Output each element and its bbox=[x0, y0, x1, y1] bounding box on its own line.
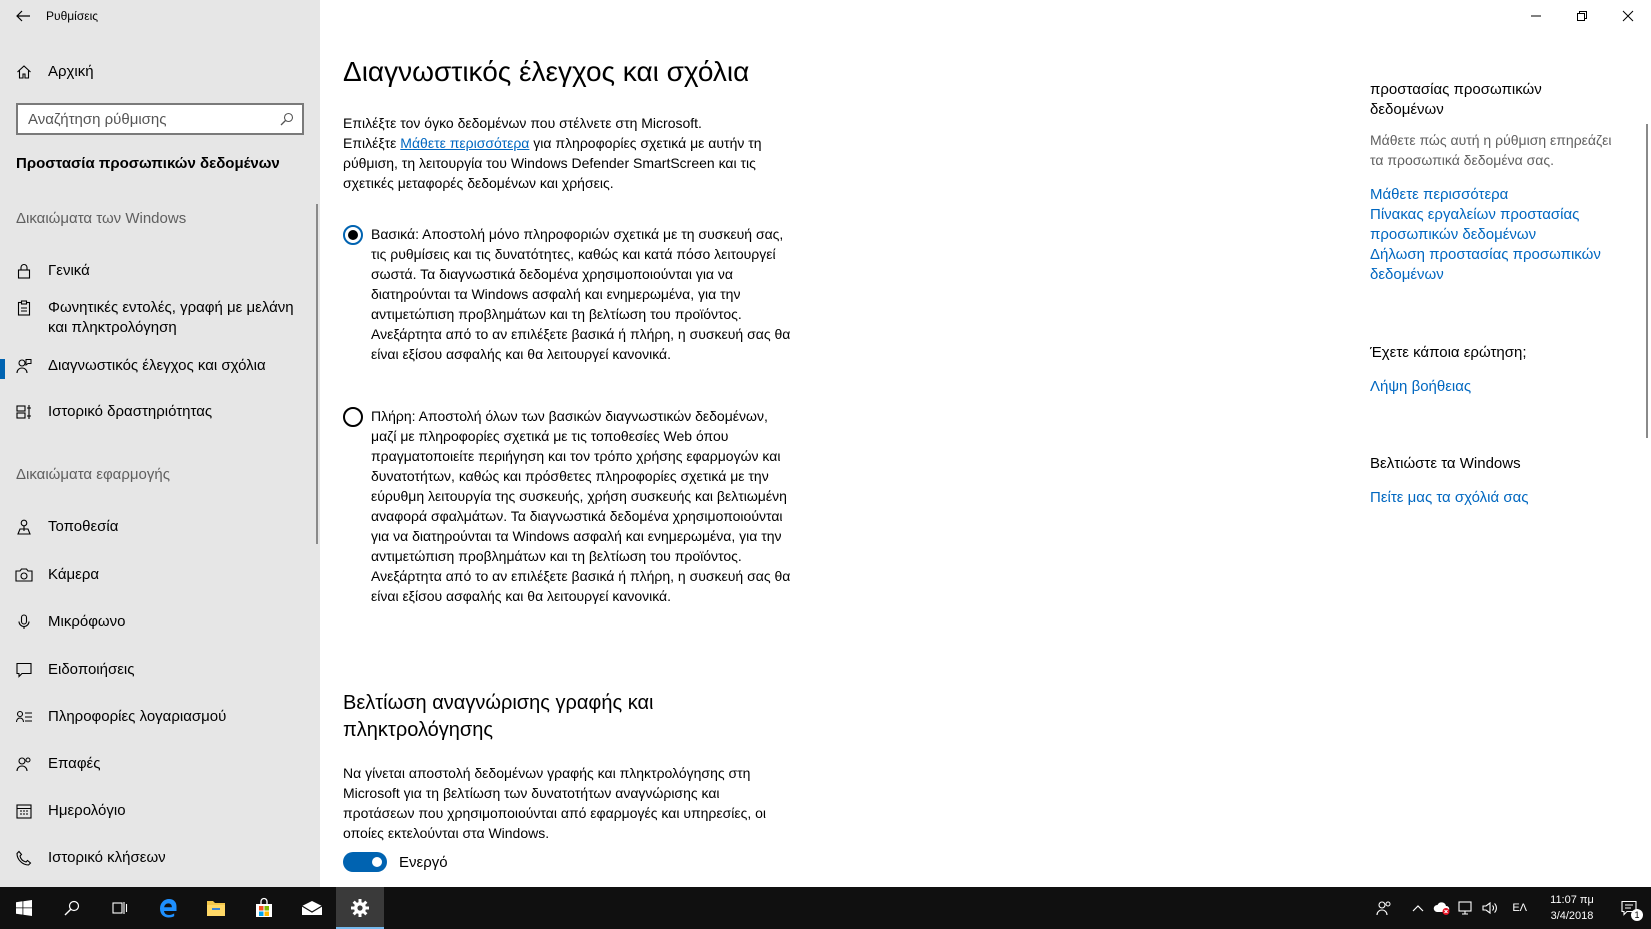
cloud-shield-icon bbox=[1433, 900, 1451, 916]
inking-toggle[interactable] bbox=[343, 852, 387, 872]
language-indicator[interactable]: ΕΛ bbox=[1512, 902, 1527, 914]
volume-button[interactable] bbox=[1478, 887, 1502, 929]
mail-button[interactable] bbox=[288, 887, 336, 929]
restore-icon bbox=[1577, 11, 1587, 21]
feedback-link[interactable]: Πείτε μας τα σχόλιά σας bbox=[1370, 489, 1529, 506]
sidebar-item-calendar[interactable] bbox=[0, 801, 320, 821]
location-person-icon bbox=[0, 517, 48, 535]
network-button[interactable] bbox=[1454, 887, 1478, 929]
basic-option-text: Βασικά: Αποστολή μόνο πληροφοριών σχετικά με τη συσκευή σας, τις ρυθμίσεις και τις δυνατότητες, καθώς και κατά πόσο λειτουργεί σωστά. Τα διαγνωστικά δεδομένα χρησιμοποιούνται για να διατηρούνται τα Windows ασφαλή και ενημερωμένα, για την αντιμετώπιση προβλημάτων και τη βελτίωση του προϊόντος. Ανεξάρτητα από το αν επιλέξετε βασικά ή πλήρη, η συσκευή σας θα είναι εξίσου ασφαλής και θα λειτουργεί κανονικά. bbox=[371, 226, 791, 362]
sidebar-item-diagnostics[interactable] bbox=[0, 356, 320, 376]
intro-text bbox=[343, 113, 763, 193]
privacy-dashboard-link[interactable]: Πίνακας εργαλείων προστασίας προσωπικών δεδομένων bbox=[1370, 206, 1580, 243]
sidebar-item-general[interactable] bbox=[0, 261, 320, 281]
edge-button[interactable] bbox=[144, 887, 192, 929]
sidebar-item-label: Κάμερα bbox=[48, 566, 100, 583]
improve-heading: Βελτιώστε τα Windows bbox=[1370, 455, 1521, 472]
windows-logo-icon bbox=[16, 900, 32, 916]
learn-more-side-link[interactable]: Μάθετε περισσότερα bbox=[1370, 186, 1509, 203]
sidebar-item-speech-inking[interactable] bbox=[0, 298, 320, 338]
privacy-desc: Μάθετε πώς αυτή η ρύθμιση επηρεάζει τα προσωπικά δεδομένα σας. bbox=[1370, 132, 1612, 168]
sidebar-item-label: Διαγνωστικός έλεγχος και σχόλια bbox=[48, 357, 266, 374]
edge-icon bbox=[158, 898, 178, 918]
privacy-heading-cut bbox=[1370, 81, 1620, 100]
radio-selected-dot bbox=[348, 230, 358, 240]
intro-post-link: για πληροφορίες σχετικά με αυτήν τη ρύθμιση, τη λειτουργία του Windows Defender SmartScreen και τις σχετικές μεταφορές δεδομένων και χρήσεις. bbox=[343, 135, 762, 191]
inking-heading: Βελτίωση αναγνώρισης γραφής και πληκτρολόγησης bbox=[343, 692, 654, 741]
main-content bbox=[320, 0, 1651, 887]
system-tray bbox=[1372, 887, 1651, 929]
intro-pre-link: Επιλέξτε bbox=[343, 135, 397, 151]
sidebar-item-label: Γενικά bbox=[48, 262, 90, 279]
sidebar-item-contacts[interactable] bbox=[0, 754, 320, 774]
privacy-heading-bottom: δεδομένων bbox=[1370, 101, 1444, 118]
back-button[interactable] bbox=[0, 0, 46, 32]
folder-icon bbox=[206, 899, 226, 917]
search-input[interactable] bbox=[28, 111, 268, 128]
call-history-icon bbox=[0, 848, 48, 866]
get-help-link[interactable]: Λήψη βοήθειας bbox=[1370, 378, 1472, 395]
sidebar bbox=[0, 0, 320, 887]
show-hidden-icons-button[interactable] bbox=[1406, 887, 1430, 929]
feedback-person-icon bbox=[0, 356, 48, 374]
full-option[interactable] bbox=[343, 406, 791, 606]
store-button[interactable] bbox=[240, 887, 288, 929]
group-header-windows: Δικαιώματα των Windows bbox=[16, 210, 187, 227]
toggle-knob bbox=[372, 857, 382, 867]
sidebar-item-microphone[interactable] bbox=[0, 612, 320, 632]
sidebar-scrollbar[interactable] bbox=[316, 204, 318, 544]
intro-line1: Επιλέξτε τον όγκο δεδομένων που στέλνετε στη Microsoft. bbox=[343, 115, 702, 131]
sidebar-item-camera[interactable] bbox=[0, 565, 320, 585]
sidebar-item-label: Φωνητικές εντολές, γραφή με μελάνη και πληκτρολόγηση bbox=[48, 299, 294, 336]
clipboard-icon bbox=[0, 298, 48, 316]
gear-icon bbox=[350, 898, 370, 918]
sidebar-item-label: Επαφές bbox=[48, 755, 101, 772]
clock-time: 11:07 πμ bbox=[1550, 894, 1594, 906]
notification-count-badge: 1 bbox=[1631, 909, 1643, 921]
inking-toggle-row bbox=[343, 852, 448, 872]
sidebar-item-label: Ειδοποιήσεις bbox=[48, 661, 135, 678]
close-icon bbox=[1623, 11, 1633, 21]
clock[interactable] bbox=[1537, 892, 1607, 924]
taskbar-search-button[interactable] bbox=[48, 887, 96, 929]
task-view-button[interactable] bbox=[96, 887, 144, 929]
taskbar bbox=[0, 887, 1651, 929]
back-arrow-icon bbox=[15, 8, 31, 24]
settings-taskbar-button[interactable] bbox=[336, 887, 384, 929]
search-icon bbox=[64, 900, 80, 916]
page-title: Διαγνωστικός έλεγχος και σχόλια bbox=[343, 56, 750, 87]
full-radio[interactable] bbox=[343, 407, 363, 427]
main-scrollbar[interactable] bbox=[1646, 124, 1648, 438]
app-title: Ρυθμίσεις bbox=[46, 9, 99, 23]
sidebar-item-account-info[interactable] bbox=[0, 707, 320, 727]
group-header-app: Δικαιώματα εφαρμογής bbox=[16, 466, 170, 483]
camera-icon bbox=[0, 565, 48, 583]
microphone-icon bbox=[0, 612, 48, 630]
sidebar-item-activity-history[interactable] bbox=[0, 402, 320, 422]
sidebar-item-home[interactable] bbox=[0, 56, 320, 88]
home-icon bbox=[0, 64, 48, 80]
people-button[interactable] bbox=[1372, 887, 1396, 929]
question-heading: Έχετε κάποια ερώτηση; bbox=[1370, 344, 1527, 361]
sidebar-item-label: Ιστορικό κλήσεων bbox=[48, 849, 166, 866]
action-center-button[interactable] bbox=[1607, 887, 1651, 929]
notification-icon bbox=[0, 660, 48, 678]
learn-more-link[interactable]: Μάθετε περισσότερα bbox=[400, 135, 530, 151]
store-icon bbox=[254, 898, 274, 918]
start-button[interactable] bbox=[0, 887, 48, 929]
basic-option[interactable] bbox=[343, 224, 791, 364]
sidebar-item-label: Ημερολόγιο bbox=[48, 802, 126, 819]
home-label: Αρχική bbox=[48, 63, 94, 80]
file-explorer-button[interactable] bbox=[192, 887, 240, 929]
sidebar-item-call-history[interactable] bbox=[0, 848, 320, 868]
sidebar-item-notifications[interactable] bbox=[0, 660, 320, 680]
full-option-text: Πλήρη: Αποστολή όλων των βασικών διαγνωστικών δεδομένων, μαζί με πληροφορίες σχετικά με τις τοποθεσίες Web όπου πραγματοποιείτε περιήγηση και τον τρόπο χρήσης εφαρμογών και δυνατοτήτων, καθώς και πρόσθετες πληροφορίες σχετικά με την εύρυθμη λειτουργία της συσκευής, χρήση συσκευής και βελτιωμένη αναφορά σφαλμάτων. Τα διαγνωστικά δεδομένα χρησιμοποιούνται για να διατηρούνται τα Windows ασφαλή και ενημερωμένα, για την αντιμετώπιση προβλημάτων και τη βελτίωση του προϊόντος. Ανεξάρτητα από το αν επιλέξετε βασικά ή πλήρη, η συσκευή σας θα είναι εξίσου ασφαλής και θα λειτουργεί κανονικά. bbox=[371, 408, 791, 604]
search-box[interactable] bbox=[16, 103, 304, 135]
contacts-icon bbox=[0, 754, 48, 772]
clock-date: 3/4/2018 bbox=[1550, 910, 1594, 922]
window-controls bbox=[1513, 0, 1651, 32]
lock-icon bbox=[0, 261, 48, 279]
current-section-title: Προστασία προσωπικών δεδομένων bbox=[16, 155, 280, 172]
network-icon bbox=[1458, 900, 1474, 916]
calendar-icon bbox=[0, 801, 48, 819]
inking-description: Να γίνεται αποστολή δεδομένων γραφής και πληκτρολόγησης στη Microsoft για τη βελτίωση των δυνατοτήτων αναγνώρισης και προτάσεων που χρησιμοποιούνται από εφαρμογές και υπηρεσίες, οι οποίες εκτελούνται στα Windows. bbox=[343, 765, 767, 841]
mail-icon bbox=[301, 900, 323, 916]
sidebar-item-label: Μικρόφωνο bbox=[48, 613, 126, 630]
basic-radio[interactable] bbox=[343, 225, 363, 245]
sidebar-item-label: Πληροφορίες λογαριασμού bbox=[48, 708, 227, 725]
search-icon[interactable] bbox=[280, 112, 294, 126]
people-icon bbox=[1376, 900, 1392, 916]
privacy-statement-link[interactable]: Δήλωση προστασίας προσωπικών δεδομένων bbox=[1370, 246, 1601, 283]
minimize-button[interactable] bbox=[1513, 0, 1559, 32]
chevron-up-icon bbox=[1412, 904, 1424, 912]
speaker-icon bbox=[1482, 900, 1498, 916]
sidebar-item-label: Τοποθεσία bbox=[48, 518, 119, 535]
timeline-icon bbox=[0, 402, 48, 420]
task-view-icon bbox=[112, 900, 128, 916]
sidebar-item-location[interactable] bbox=[0, 517, 320, 537]
inking-toggle-label: Ενεργό bbox=[399, 853, 448, 871]
minimize-icon bbox=[1531, 11, 1541, 21]
sidebar-item-label: Ιστορικό δραστηριότητας bbox=[48, 403, 213, 420]
close-button[interactable] bbox=[1605, 0, 1651, 32]
titlebar-left bbox=[0, 0, 320, 32]
privacy-heading-top: προστασίας προσωπικών bbox=[1370, 81, 1542, 98]
defender-tray-button[interactable] bbox=[1430, 887, 1454, 929]
restore-button[interactable] bbox=[1559, 0, 1605, 32]
account-info-icon bbox=[0, 707, 48, 725]
related-panel bbox=[1370, 81, 1620, 508]
